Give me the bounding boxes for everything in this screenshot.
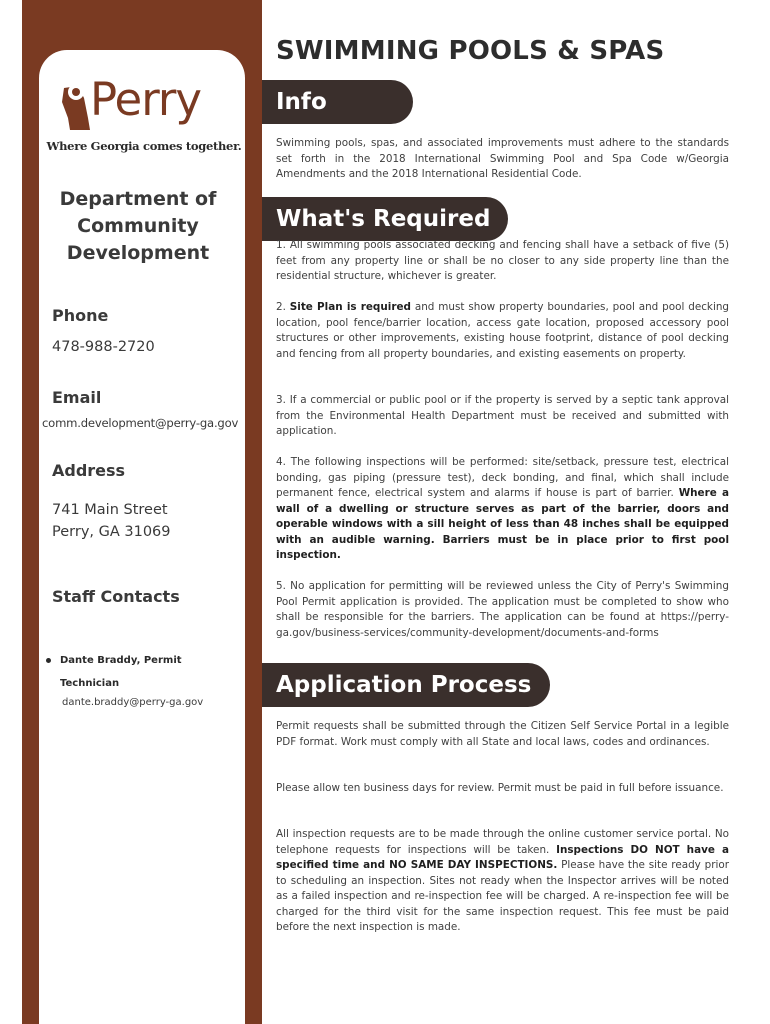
address-line1: 741 Main Street [52, 502, 168, 518]
logo-wordmark: Perry [90, 73, 202, 126]
email-link[interactable]: comm.development@perry-ga.gov [42, 416, 239, 430]
bullet-icon [46, 658, 51, 663]
requirement-2 [276, 300, 729, 362]
phone-number[interactable]: 478-988-2720 [52, 339, 155, 355]
email-label: Email [52, 388, 102, 407]
requirement-3: 3. If a commercial or public pool or if the property is served by a septic tank approval from the Environmental Health Department must be received and submitted with application. [276, 394, 729, 437]
application-process-heading: Application Process [262, 663, 550, 707]
logo-tagline: Where Georgia comes together. [46, 139, 242, 153]
requirement-2-text: and must show property boundaries, pool and pool decking location, pool fence/barrier location, access gate location, proposed accessory pool structures or other improvements, existing house footprint, distance of pool decking and fencing from all property boundaries, and existing easements on property. [276, 301, 730, 360]
whats-required-heading: What's Required [262, 197, 508, 241]
process-paragraph-1: Permit requests shall be submitted through the Citizen Self Service Portal in a legible PDF format. Work must comply with all State and local laws, codes and ordinances. [276, 720, 729, 748]
requirement-4-text: 4. The following inspections will be performed: site/setback, pressure test, electrical bonding, gas piping (pressure test), deck bonding, and final, which shall include permanent fence, electrical system and alarms if house is part of barrier. [276, 456, 729, 499]
process-3-rest: Please have the site ready prior to scheduling an inspection. Sites not ready when the Inspector arrives will be noted as a failed inspection and re-inspection fee will be charged. A re-inspection fee will be charged for the third visit for the same inspection request. This fee must be paid before the next inspection is made. [276, 859, 729, 933]
requirement-2-number: 2. [276, 301, 290, 313]
phone-label: Phone [52, 306, 109, 325]
staff-name-line2: Technician [60, 678, 120, 689]
process-3-text: All inspection requests are to be made through the online customer service portal. No telephone requests for inspections will be taken. [276, 828, 729, 856]
staff-name-line1: Dante Braddy, Permit [60, 655, 182, 666]
info-heading: Info [262, 80, 413, 124]
staff-email-link[interactable]: dante.braddy@perry-ga.gov [62, 697, 204, 708]
staff-title [46, 673, 236, 694]
process-paragraph-3 [276, 827, 729, 936]
address-line2: Perry, GA 31069 [52, 524, 171, 540]
requirement-5: 5. No application for permitting will be reviewed unless the City of Perry's Swimming Pool Permit application is provided. The application must be completed to show who shall be responsible for the barriers. The application can be found at https://perry-ga.gov/business-services/community-development/documents-and-forms [276, 580, 729, 639]
requirement-4 [276, 455, 729, 564]
page-title: SWIMMING POOLS & SPAS [276, 36, 665, 66]
requirement-4-bold: Where a wall of a dwelling or structure serves as part of the barrier, doors and operable windows with a sill height of less than 48 inches shall be equipped with an audible warning. Barriers must be in place prior to first pool inspection. [276, 487, 729, 561]
requirement-2-bold: Site Plan is required [289, 301, 411, 313]
department-name: Department of Community Development [59, 188, 217, 264]
staff-contact-name [46, 650, 236, 671]
requirement-1: 1. All swimming pools associated decking and fencing shall have a setback of five (5) feet from any property line or shall be no closer to any side property line than the residential structure, whichever is greater. [276, 239, 729, 282]
info-paragraph: Swimming pools, spas, and associated improvements must adhere to the standards set forth in the 2018 International Swimming Pool and Spa Code w/Georgia Amendments and the 2018 International Residential Code. [276, 137, 729, 180]
address-label: Address [52, 461, 126, 480]
process-3-bold: Inspections DO NOT have a specified time and NO SAME DAY INSPECTIONS. [276, 843, 729, 871]
staff-contact-list [46, 650, 236, 712]
process-paragraph-2: Please allow ten business days for review. Permit must be paid in full before issuance. [276, 782, 724, 794]
staff-contacts-label: Staff Contacts [52, 587, 180, 606]
